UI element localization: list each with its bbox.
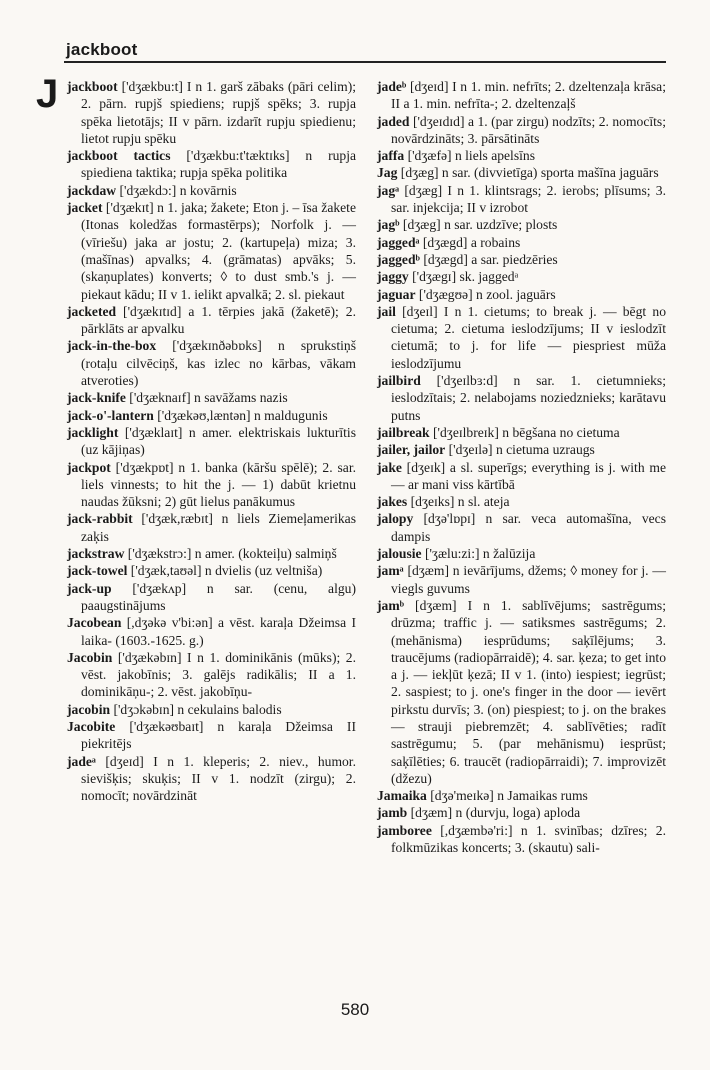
dictionary-entry — [67, 649, 356, 701]
dictionary-entry — [377, 147, 666, 164]
entry-definition: [dʒə'meɪkə] n Jamaikas rums — [426, 788, 588, 804]
entry-headword: jack-knife — [67, 390, 126, 406]
entry-headword: jailbreak — [377, 424, 430, 440]
dictionary-entry — [377, 78, 666, 113]
entry-headword: jaguar — [377, 286, 416, 302]
dictionary-entry — [377, 286, 666, 303]
entry-definition: ['dʒæknaɪf] n savāžams nazis — [125, 390, 288, 406]
entry-definition: [,dʒæmbə'ri:] n 1. svinības; dzīres; 2. folkmūzikas koncerts; 3. (skautu) sali- — [391, 822, 666, 856]
entry-definition: [dʒæg] n sar. (divvietīga) sporta mašīna jaguārs — [397, 165, 659, 181]
dictionary-entry — [377, 216, 666, 233]
entry-definition: [dʒeɪks] n sl. ateja — [407, 494, 510, 510]
entry-definition: ['dʒeɪlə] n cietuma uzraugs — [445, 442, 595, 458]
entry-definition: ['dʒækɪnðəbɒks] n sprukstiņš (rotaļu cilvēciņš, kas izlec no kārbas, vākam atveroties) — [81, 338, 356, 389]
entry-definition: [dʒæm] n ievārījums, džems; ◊ money for j. — viegls guvums — [391, 563, 666, 596]
dictionary-entry — [377, 562, 666, 597]
entry-definition: [dʒeɪk] a sl. superīgs; everything is j. with me — ar mani viss kārtībā — [391, 459, 666, 492]
dictionary-entry — [67, 580, 356, 615]
entry-definition: ['dʒækəʊbaɪt] n karaļa Džeimsa II piekritējs — [81, 718, 356, 752]
entry-headword: jagᵃ — [377, 182, 400, 198]
dictionary-entry — [67, 337, 356, 389]
dictionary-entry — [67, 407, 356, 424]
entry-headword: jaded — [377, 113, 410, 129]
entry-definition: ['dʒeɪdɪd] a 1. (par zirgu) nodzīts; 2. nomocīts; novārdzināts; 3. pārsātināts — [391, 113, 666, 146]
dictionary-entry — [67, 424, 356, 459]
entry-definition: [dʒæm] n (durvju, loga) aploda — [407, 805, 581, 821]
dictionary-entry — [377, 822, 666, 857]
entry-definition: ['dʒæklaɪt] n amer. elektriskais lukturītis (uz kājiņas) — [81, 424, 356, 458]
entry-definition: [dʒə'lɒpɪ] n sar. veca automašīna, vecs dampis — [391, 511, 666, 544]
entry-headword: jagᵇ — [377, 217, 400, 233]
entry-headword: Jag — [377, 165, 398, 181]
entry-headword: jalousie — [377, 546, 422, 562]
entry-headword: jaggy — [377, 269, 409, 285]
entry-headword: jakes — [377, 494, 408, 510]
entry-headword: Jacobin — [67, 649, 113, 665]
dictionary-entry — [377, 459, 666, 494]
entry-definition: ['dʒækdɔ:] n kovārnis — [116, 182, 237, 198]
entry-headword: jacket — [67, 200, 103, 216]
dictionary-entry — [377, 545, 666, 562]
entry-definition: ['dʒækbu:t] I n 1. garš zābaks (pāri celim); 2. pārn. rupjš spiediens; rupjš spēks; 3. rupja spēka lietotājs; II v pārn. izdarīt rupju spiedienu; lietot rupju spēku — [81, 79, 356, 146]
entry-definition: ['dʒækbu:t'tæktɪks] n rupja spiediena taktika; rupja spēka politika — [81, 148, 357, 181]
entry-headword: jackboot — [67, 79, 118, 94]
entry-headword: jail — [377, 303, 396, 319]
entry-definition: ['dʒɔkəbɪn] n cekulains balodis — [110, 701, 282, 717]
dictionary-entry — [67, 182, 356, 199]
dictionary-entry — [67, 147, 356, 182]
entry-headword: jacketed — [67, 303, 117, 319]
entry-definition: ['ʒælu:zi:] n žalūzija — [421, 546, 536, 562]
entry-headword: jamboree — [377, 822, 432, 838]
dictionary-entry — [377, 597, 666, 787]
entry-headword: jamᵇ — [377, 597, 405, 613]
entry-definition: ['dʒækəbɪn] I n 1. dominikānis (mūks); 2. vēst. jakobīnis; 3. galējs radikālis; II a 1. dominikāņu-; 2. vēst. jakobīņu- — [81, 649, 356, 700]
dictionary-entry — [377, 251, 666, 268]
entry-headword: jackstraw — [67, 546, 125, 562]
entry-definition: [dʒæg] n sar. uzdzīve; plosts — [399, 217, 558, 233]
dictionary-entry — [67, 303, 356, 338]
dictionary-entry — [67, 753, 356, 805]
entry-headword: jack-towel — [67, 563, 128, 579]
entry-definition: ['dʒeɪlbreɪk] n bēgšana no cietuma — [429, 424, 620, 440]
dictionary-entry — [377, 113, 666, 148]
dictionary-entry — [377, 787, 666, 804]
entry-definition: ['dʒækstrɔ:] n amer. (kokteiļu) salmiņš — [124, 546, 337, 562]
entry-headword: jadeᵇ — [377, 79, 407, 94]
entry-definition: ['dʒæk,ræbɪt] n liels Ziemeļamerikas zaķis — [81, 511, 356, 544]
entry-headword: jack-in-the-box — [67, 338, 157, 354]
right-column — [377, 78, 666, 856]
entry-headword: jackpot — [67, 459, 111, 475]
dictionary-entry — [377, 234, 666, 251]
dictionary-entry — [67, 718, 356, 753]
entry-definition: [dʒeɪd] I n 1. kleperis; 2. niev., humor. sievišķis; skuķis; II v 1. nodzīt (zirgu); 2. nomocīt; novārdzināt — [81, 753, 356, 804]
entry-headword: jalopy — [377, 511, 414, 527]
entry-definition: [dʒeɪl] I n 1. cietums; to break j. — bēgt no cietuma; 2. cietuma ieslodzījums; II v ieslodzīt cietumā; to j. for life — piespriest mūža ieslodzījumu — [391, 303, 666, 371]
entry-definition: ['dʒækɪtɪd] a 1. tērpies jakā (žaketē); 2. pārklāts ar apvalku — [81, 303, 356, 337]
entry-definition: ['dʒækʌp] n sar. (cenu, algu) paaugstinājums — [81, 580, 356, 613]
entry-headword: jackboot tactics — [67, 148, 171, 164]
entry-definition: [,dʒəkə v'bi:ən] a vēst. karaļa Džeimsa I laika- (1603.-1625. g.) — [81, 615, 356, 648]
dictionary-entry — [67, 614, 356, 649]
entry-headword: jack-o'-lantern — [67, 407, 154, 423]
entry-definition: ['dʒækəʊ,læntən] n maldugunis — [153, 407, 328, 423]
entry-headword: jailer, jailor — [377, 442, 446, 458]
entry-headword: jadeᵃ — [67, 753, 96, 769]
entry-definition: ['dʒæfə] n liels apelsīns — [404, 148, 535, 164]
entry-definition: ['dʒækɪt] n 1. jaka; žakete; Eton j. – īsa žakete (Itonas koledžas formastērps); Norfolk j. — (vīriešu) jaka ar jostu; 2. (kartupeļa) miza; 3. (mašīnas) apvalks; 4. (grāmatas) apvāks; 5. (skaņuplates) konverts; ◊ to dust smb.'s j. — piekaut kādu; II v 1. ielikt apvalkā; 2. sl. piekaut — [81, 200, 356, 302]
dictionary-entry — [67, 78, 356, 147]
entry-headword: jake — [377, 459, 402, 475]
entry-definition: ['dʒæk,taʊəl] n dvielis (uz veltniša) — [127, 563, 323, 579]
dictionary-entry — [377, 268, 666, 285]
entry-definition: ['dʒeɪlbɜ:d] n sar. 1. cietumnieks; ieslodzītais; 2. nelabojams noziedznieks; karātavu putns — [391, 373, 666, 423]
dictionary-entry — [67, 199, 356, 303]
entry-headword: Jacobite — [67, 718, 116, 734]
dictionary-entry — [67, 389, 356, 406]
entry-definition: [dʒæg] I n 1. klintsrags; 2. ierobs; plīsums; 3. sar. injekcija; II v izrobot — [391, 182, 666, 216]
dictionary-entry — [67, 701, 356, 718]
entry-definition: ['dʒægɪ] sk. jaggedᵃ — [408, 269, 519, 285]
dictionary-entry — [377, 182, 666, 217]
entry-headword: jackdaw — [67, 182, 117, 198]
entry-headword: jack-rabbit — [67, 511, 133, 527]
entry-headword: jailbird — [377, 373, 421, 389]
dictionary-entry — [377, 164, 666, 181]
dictionary-entry — [67, 510, 356, 545]
dictionary-entry — [377, 424, 666, 441]
dictionary-entry — [377, 510, 666, 545]
dictionary-entry — [377, 372, 666, 424]
entry-headword: Jacobean — [67, 615, 122, 631]
entry-definition: ['dʒækpɒt] n 1. banka (kāršu spēlē); 2. sar. liels vinnests; to hit the j. — 1) dabūt krietnu naudas žūksni; 2) gūt lielus panākumus — [81, 459, 356, 510]
entry-headword: jack-up — [67, 580, 112, 596]
entry-definition: [dʒæm] I n 1. sablīvējums; sastrēgums; drūzma; traffic j. — satiksmes sastrēgums; 2. (mehānisma) iesprūdums; saķīlējums; 3. traucējums (radiopārraidē); 4. sar. ķeza; to get into a j. — iekļūt ķezā; II v 1. (into) iespiest; iegrūst; 2. saspiest; to j. one's finger in the door — ievērt pirkstu durvīs; 3. (on) piespiest; to j. on the brakes — strauji piebremzēt; 4. sablīvēties; radīt sastrēgumu; 5. (par mehānismu) iesprūst; saķīlēties; 6. traucēt (radiopārraidi); 7. improvizēt (džezu) — [391, 597, 666, 786]
section-letter: J — [36, 72, 59, 116]
entry-headword: jamᵃ — [377, 563, 404, 579]
left-column — [67, 78, 356, 804]
entry-definition: [dʒægd] a robains — [419, 234, 521, 250]
entry-headword: jamb — [377, 805, 408, 821]
entry-definition: ['dʒægʊə] n zool. jaguārs — [415, 286, 556, 302]
dictionary-entry — [67, 562, 356, 579]
dictionary-entry — [377, 441, 666, 458]
entry-headword: Jamaika — [377, 788, 427, 804]
dictionary-entry — [67, 545, 356, 562]
entry-headword: jaggedᵃ — [377, 234, 420, 250]
entry-headword: jacobin — [67, 701, 111, 717]
header-rule — [64, 61, 666, 63]
entry-headword: jacklight — [67, 424, 119, 440]
entry-definition: [dʒeɪd] I n 1. min. nefrīts; 2. dzeltenzaļa krāsa; II a 1. min. nefrīta-; 2. dzeltenzaļš — [391, 79, 666, 112]
entry-headword: jaggedᵇ — [377, 251, 420, 267]
entry-definition: [dʒægd] a sar. piedzēries — [419, 251, 558, 267]
entry-headword: jaffa — [377, 148, 405, 164]
running-head: jackboot — [66, 40, 138, 59]
dictionary-entry — [377, 303, 666, 372]
dictionary-entry — [67, 459, 356, 511]
dictionary-entry — [377, 493, 666, 510]
page-number: 580 — [340, 1000, 370, 1019]
dictionary-entry — [377, 804, 666, 821]
